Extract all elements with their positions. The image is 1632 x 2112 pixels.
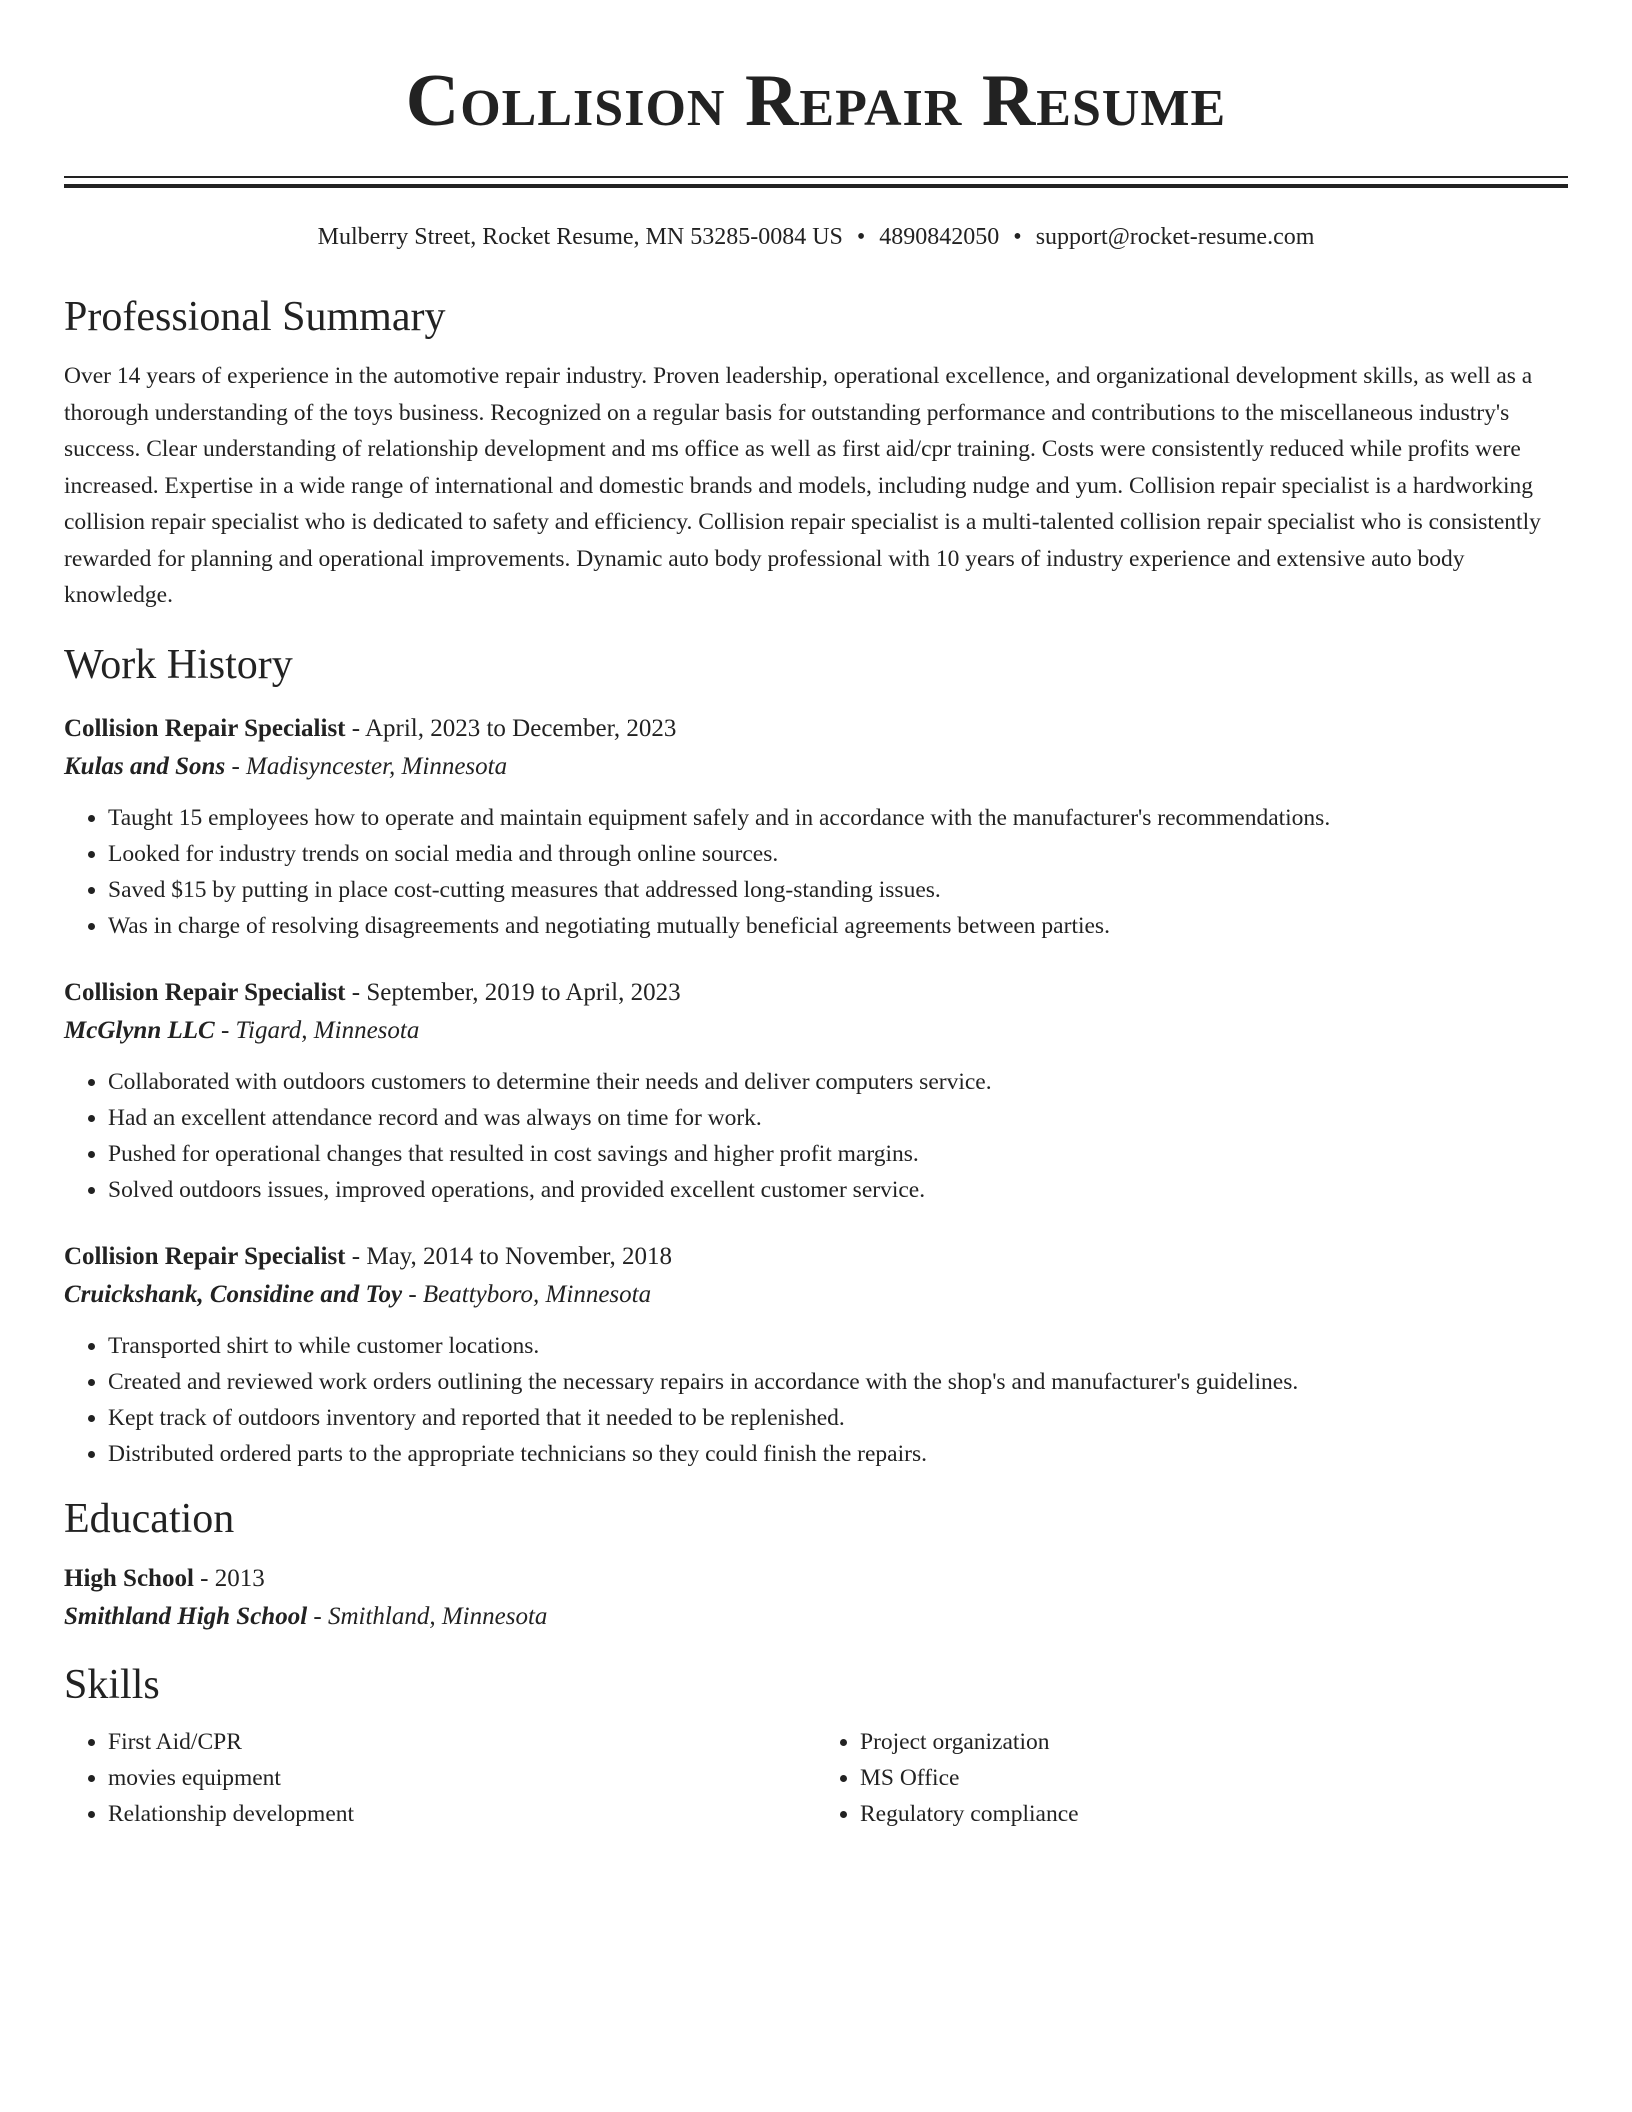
job-bullet: • Created and reviewed work orders outlining the necessary repairs in accordance with the shop's and manufacturer's guidelines. xyxy=(108,1364,1568,1400)
skill-item: • First Aid/CPR xyxy=(108,1724,816,1760)
job-bullet: • Saved $15 by putting in place cost-cutting measures that addressed long-standing issues. xyxy=(108,872,1568,908)
job-bullet: • Taught 15 employees how to operate and maintain equipment safely and in accordance with the manufacturer's recommendations. xyxy=(108,800,1568,836)
contact-separator: • xyxy=(1013,224,1022,250)
job-location: - Madisyncester, Minnesota xyxy=(225,752,508,780)
skill-item: • MS Office xyxy=(860,1760,1568,1796)
education-year: - 2013 xyxy=(193,1564,265,1592)
job-bullet: • Looked for industry trends on social media and through online sources. xyxy=(108,836,1568,872)
job-bullet: • Distributed ordered parts to the appropriate technicians so they could finish the repairs. xyxy=(108,1436,1568,1472)
job-location: - Beattyboro, Minnesota xyxy=(402,1280,652,1308)
education-degree-line xyxy=(64,1560,1568,1598)
job-dates: - May, 2014 to November, 2018 xyxy=(345,1242,673,1270)
job-company-line xyxy=(64,1276,1568,1314)
job-dates: - September, 2019 to April, 2023 xyxy=(345,978,681,1006)
contact-email: support@rocket-resume.com xyxy=(1035,224,1315,250)
job-title-line xyxy=(64,974,1568,1012)
education-degree: High School xyxy=(64,1564,194,1592)
summary-heading: Professional Summary xyxy=(64,294,446,340)
job-bullets xyxy=(64,1328,1568,1472)
job-title-line xyxy=(64,710,1568,748)
skills-heading: Skills xyxy=(64,1661,160,1708)
job-dates: - April, 2023 to December, 2023 xyxy=(345,714,677,742)
contact-separator: • xyxy=(856,224,866,250)
resume-title: Collision Repair Resume xyxy=(405,60,1227,142)
job-company: McGlynn LLC xyxy=(64,1016,215,1044)
education-location: - Smithland, Minnesota xyxy=(307,1602,548,1630)
summary-text: Over 14 years of experience in the automotive repair industry. Proven leadership, operational excellence, and organizational development skills, as well as a thorough understanding of the toys business. Recognized on a regular basis for outstanding performance and contributions to the miscellaneous industry's success. Clear understanding of relationship development and ms office as well as first aid/cpr training. Costs were consistently reduced while profits were increased. Expertise in a wide range of international and domestic brands and models, including nudge and yum. Collision repair specialist is a hardworking collision repair specialist who is dedicated to safety and efficiency. Collision repair specialist is a multi-talented collision repair specialist who is consistently rewarded for planning and operational improvements. Dynamic auto body professional with 10 years of industry experience and extensive auto body knowledge. xyxy=(64,363,1541,608)
job-entry xyxy=(64,710,1568,944)
contact-line xyxy=(64,222,1568,252)
skill-item: • movies equipment xyxy=(108,1760,816,1796)
work-history-heading: Work History xyxy=(64,641,293,688)
job-company: Kulas and Sons xyxy=(64,752,226,780)
job-location: - Tigard, Minnesota xyxy=(214,1016,420,1044)
education-school: Smithland High School xyxy=(64,1602,308,1630)
job-entry xyxy=(64,1238,1568,1472)
job-bullet: • Transported shirt to while customer locations. xyxy=(108,1328,1568,1364)
job-bullet: • Kept track of outdoors inventory and reported that it needed to be replenished. xyxy=(108,1400,1568,1436)
job-company: Cruickshank, Considine and Toy xyxy=(64,1280,403,1308)
job-entry xyxy=(64,974,1568,1208)
education-entry xyxy=(64,1560,1568,1636)
education-heading: Education xyxy=(64,1495,235,1542)
job-bullets xyxy=(64,800,1568,944)
title-divider xyxy=(64,176,1568,188)
job-title: Collision Repair Specialist xyxy=(64,978,346,1006)
skills-column-left xyxy=(64,1724,816,1832)
skill-item: • Project organization xyxy=(860,1724,1568,1760)
contact-phone: 4890842050 xyxy=(879,224,1000,250)
education-school-line xyxy=(64,1598,1568,1636)
job-bullet: • Solved outdoors issues, improved operations, and provided excellent customer service. xyxy=(108,1172,1568,1208)
job-bullets xyxy=(64,1064,1568,1208)
skills-column-right xyxy=(816,1724,1568,1832)
skill-item: • Relationship development xyxy=(108,1796,816,1832)
job-title: Collision Repair Specialist xyxy=(64,714,346,742)
job-title-line xyxy=(64,1238,1568,1276)
job-bullet: • Collaborated with outdoors customers to determine their needs and deliver computers service. xyxy=(108,1064,1568,1100)
skill-item: • Regulatory compliance xyxy=(860,1796,1568,1832)
skills-list xyxy=(64,1724,1568,1832)
job-company-line xyxy=(64,748,1568,786)
job-bullet: • Was in charge of resolving disagreements and negotiating mutually beneficial agreements between parties. xyxy=(108,908,1568,944)
contact-address: Mulberry Street, Rocket Resume, MN 53285-0084 US xyxy=(317,224,843,250)
job-title: Collision Repair Specialist xyxy=(64,1242,346,1270)
job-company-line xyxy=(64,1012,1568,1050)
job-bullet: • Had an excellent attendance record and was always on time for work. xyxy=(108,1100,1568,1136)
job-bullet: • Pushed for operational changes that resulted in cost savings and higher profit margins. xyxy=(108,1136,1568,1172)
